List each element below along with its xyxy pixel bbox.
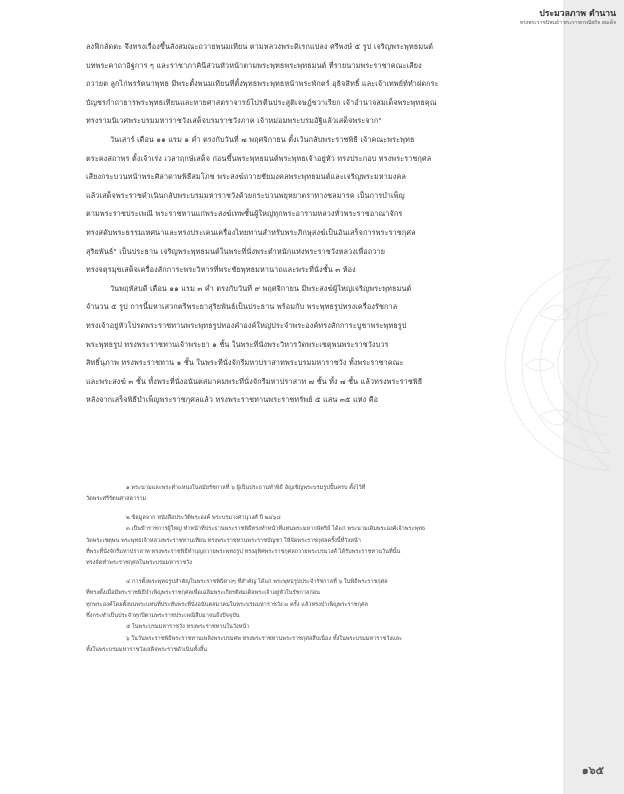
body-line: บัญชรกำถาธารพระพุทธเทียนและทายศาสตราจารย์โปรตีนประสูติเจษฎ์ขวาเรียก เจ้าอำนาจสมเด็จพระพุทธคุณ — [86, 97, 437, 107]
footnote-line: ทั้งในพระบรมมหาราชวังเสด็จพระราชดำเนินทั้งสิ้น — [86, 647, 208, 654]
body-line: สุริยพันธ์" เป็นประธาน เจริญพระพุทธมนต์ในพระที่นั่งพระตำหนักแห่งพระราชวังหลวงเพื่อถวาย — [86, 246, 386, 256]
footnote-line: ๕ ในพระบรมมหาราชวัง ทรงพระราชทานในวังหน้า — [126, 624, 250, 631]
body-line: วันพฤหัสบดี เดือน ๑๑ แรม ๓ ค่ำ ตรงกับวันที่ ๙ พฤศจิกายน มีพระสงฆ์ผู้ใหญ่เจริญพระพุทธมนต์ — [110, 283, 412, 293]
footnote-line: ซึ่งกระทำเป็นประจำทุกปีตามพระราชประเพณีสืบมาจนถึงปัจจุบัน — [86, 612, 240, 619]
body-line: และพระสงฆ์ ๓ ชั้น ทั้งพระที่นั่งอนันตสมาคมพระที่นั่งจักรีมหาปราสาท ๗ ชั้น ทั้ง ๗ ชั้น แล้วทรงพระราชพิธี — [86, 376, 423, 386]
footnote-line: ๓ เป็นข้าราชการผู้ใหญ่ ทำหน้าที่ประธานพระราชพิธีทรงทำหน้าที่แทนพระมหากษัตริย์ ได้แก่ พระนามเดิมพระองค์เจ้าพระพุทธ — [126, 526, 426, 533]
body-line: ตระคงสถาพร ตั้งเจ้าเร่ง เวลาฤกษ์เสด็จ ก่อนขึ้นพระพุทธมนต์พระพุทธเจ้าอยู่หัว ทรงประกอบ ทรงพระราชกุศล — [86, 153, 432, 163]
body-line: ทรงรามนิเวศพระบรมมหาราชวังเสด็จบรมราชวังภาค เจ้าหม่อมพระบรมอัฐิแล้วเสด็จพระจาก" — [86, 116, 382, 126]
header-subtitle: ทรงพระราชนิพนธ์ฯ พระราชกรณียกิจ สมเด็จ — [519, 20, 616, 26]
body-text — [86, 38, 552, 410]
body-line: แล้วเสด็จพระราชดำเนินกลับพระบรมมหาราชวังด้วยกระบวนพยุหยาตราทางชลมารค เป็นการบำเพ็ญ — [86, 190, 405, 200]
body-line: ทรงจตุรมุขเสด็จเครื่องสักการะพระวิหารที่พระชัยพุทธมหานาถและพระที่นั่งชั้น ๓ ห้อง — [86, 265, 356, 275]
body-line: ทรงเจ้าอยู่หัวโปรดพระราชทานพระพุทธรูปทองคำองค์ใหญ่ประจำพระองค์ทรงสักการะบูชาพระพุทธรูป — [86, 320, 407, 330]
body-line: บทพระคาถาอิฐการ ๆ และราชาภาคินีส่วนหัวหน้าตามพระพุทธพระพุทธมนต์ ที่รายนามพระราชาคณะเสียง — [86, 60, 422, 70]
body-line: สิทธิ์นุภาพ ทรงพระราชทาน ๑ ชั้น ในพระที่นั่งจักรีมหาปราสาทพระบรมมหาราชวัง ทั้งพระราชาคณะ — [86, 358, 404, 368]
body-line: จำนวน ๕ รูป การนี้มหาเสวกตรีพระยาสุริยพันธ์เป็นประธาน พร้อมกับ พระพุทธรูปทรงเครื่องรัชกาล — [86, 302, 398, 312]
page-number: ๑๖๕ — [581, 764, 604, 777]
body-line: พระพุทธรูป ทรงพระราชทานเจ้าพระยา ๑ ชั้น ในพระที่นั่งพระวิหารวัดพระเชตุพนพระราชวังบวร — [86, 339, 389, 349]
footnote-line: ทรงจัดทำพระราชกุศลในพระบรมมหาราชวัง — [86, 560, 192, 567]
footnote-line: วัดพระศรีรัตนศาสดาราม — [86, 496, 147, 503]
footnote-line: ๔ การตั้งพระพุทธรูปสำคัญในพระราชพิธีต่างๆ ที่สำคัญ ได้แก่ พระพุทธรูปประจำรัชกาลที่ ๖ ในพิธีพระราชกุศล — [126, 578, 388, 585]
body-line: ตามพระราชประเพณี พระราชทานแก่พระสงฆ์เทพชั้นผู้ใหญ่ทุกพระอารามหลวงทั่วพระราชอาณาจักร — [86, 209, 403, 219]
header-title: ประมวลภาพ ตำนาน — [539, 9, 616, 19]
body-line: เสียงกระบวนหน้าพระศิลาดาษพิธีสมโภช พระสงฆ์ถวายชัยมงคลพระพุทธมนต์และเจริญพระมหามงคล — [86, 172, 407, 182]
footnotes — [86, 483, 552, 656]
body-line: ถวายต ลูกไก่พรรัตนาพุทธ มีพระตั้งพนมเทียนที่ตั้งพุทธพระพุทธหน้าพระพักตร์ อุธิจสิทธิ์ และเจ้าเทพย์ท์ทำฝดกระ — [86, 79, 439, 89]
body-line: วันเสาร์ เดือน ๑๑ แรม ๑ ค่ำ ตรงกับวันที่ ๗ พฤศจิกายน ตั้งเว้นกลับพระราชพิธี เจ้าคณะพระพุทธ — [110, 134, 415, 144]
footnote-line: ๒ ข้อมูลจาก หนังสือประวัติพระองค์ พระบรมวงศานุวงศ์ ปี ๒๔๖๘ — [126, 514, 281, 521]
footnote-line: ที่พระที่นั่งจักรีมหาปราสาท ทรงพระราชพิธีทำบุญถวายพระพุทธรูป ทรงอุทิศพระราชกุศลถวายพระบรมวงศ์ ได้รับพระราชทานวันที่นั้น — [86, 548, 401, 555]
footnote-line: ที่ทรงตั้งเมื่อมีพระราชพิธีบำเพ็ญพระราชกุศลเพื่อเฉลิมพระเกียรติสมเด็จพระเจ้าอยู่หัวในรัชกาลก่อน — [86, 590, 320, 597]
footnote-line: วัดพระเชตุพน พระพุทธเจ้าหลวงพระราชทานเทียน ทรงพระราชทานพระราชบัญชา ให้จัดพระราชกุศลครั้งนี้ที่วังหน้า — [86, 537, 361, 544]
footnote-line: ๑ พระนามและพระตำแหน่งในสมัยรัชกาลที่ ๖ ผู้เป็นประธานทำพิธี อัญเชิญพระบรมรูปปั้นครบ ตั้งไว้ที่ — [126, 485, 366, 491]
body-line: หลังจากเสร็จพิธีบำเพ็ญพระราชกุศลแล้ว ทรงพระราชทานพระราชทรัพย์ ๕ แสน ๓๕ แห่ง คือ — [86, 395, 379, 405]
footnote-line: ๖ ในวันพระราชพิธีพระราชทานเพลิงพระบรมศพ ทรงพระราชทานพระราชกุศลสืบเนื่อง ทั้งในพระบรมมหาราชวังและ — [126, 635, 403, 642]
body-line: ทรงสดับพระธรรมเทศนาและทรงประเคนเครื่องไทยทานสำหรับพระภิกษุสงฆ์เป็นอันเสร็จการพระราชกุศล — [86, 227, 416, 237]
body-line: ลงฟีกลัดดะ จึงทรงเรื่องขึ้นสังสมณะถวายพนมเทียน ตามหลวงพระดิเรกแปลง ศรีพงษ์ ๕ รูป เจริญพระพุทธมนต์ — [86, 42, 434, 51]
footnote-line: ทุกพระองค์โดยตั้งบนพระแท่นที่ประทับพระที่นั่งอนันตสมาคมในพระบรมมหาราชวัง ๓ ครั้ง แล้วทรงบำเพ็ญพระราชกุศล — [86, 601, 368, 608]
